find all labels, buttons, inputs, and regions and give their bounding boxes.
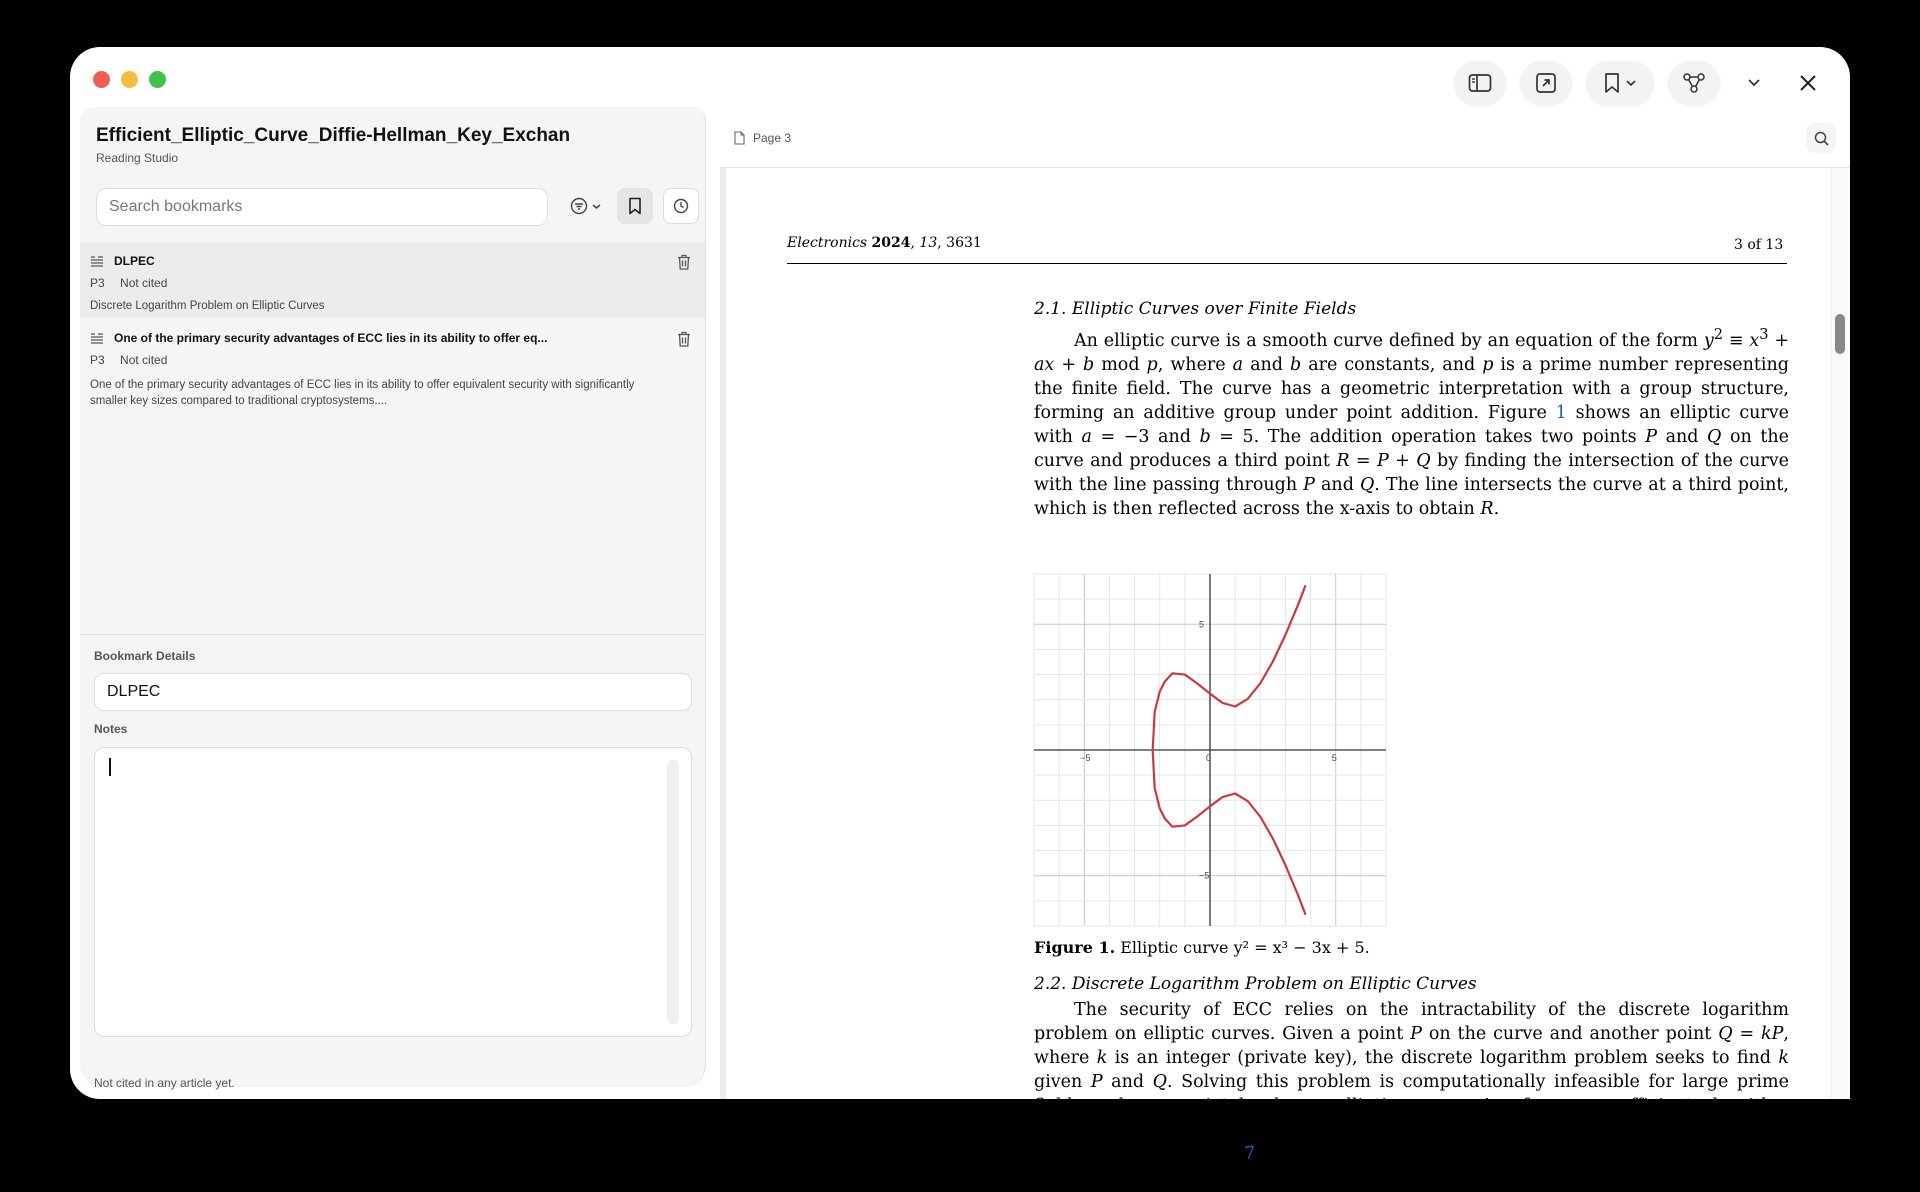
viewer-header bbox=[720, 107, 1850, 168]
document-scrollbar[interactable] bbox=[1831, 168, 1848, 1099]
bookmark-icon bbox=[628, 197, 642, 215]
history-button[interactable] bbox=[663, 188, 699, 224]
open-external-button[interactable] bbox=[1520, 61, 1572, 105]
graph-view-button[interactable] bbox=[1668, 61, 1720, 105]
x-tick-label: −5 bbox=[1080, 753, 1091, 763]
minimize-window-button[interactable] bbox=[121, 71, 138, 88]
window-controls bbox=[93, 71, 166, 88]
toolbar bbox=[1454, 61, 1828, 105]
notes-label: Notes bbox=[94, 722, 128, 736]
chevron-down-icon bbox=[1747, 78, 1761, 88]
outline-icon bbox=[90, 332, 104, 344]
filter-menu-button[interactable] bbox=[564, 188, 607, 224]
bookmark-excerpt: One of the primary security advantages of ECC lies in its ability to offer equivalent security with significantly smaller key sizes compared to traditional cryptosystems.... bbox=[90, 379, 635, 407]
sidebar-tools bbox=[564, 188, 699, 224]
more-menu-button[interactable] bbox=[1734, 61, 1774, 105]
bookmark-meta bbox=[90, 353, 705, 367]
close-icon bbox=[1798, 73, 1818, 93]
sidebar-toggle-icon bbox=[1468, 73, 1492, 93]
page-label: Page 3 bbox=[753, 131, 792, 145]
sidebar-toggle-button[interactable] bbox=[1454, 61, 1506, 105]
bookmark-menu-button[interactable] bbox=[1586, 61, 1654, 105]
search-icon bbox=[1814, 131, 1829, 146]
bookmark-meta bbox=[90, 276, 705, 290]
outline-icon bbox=[90, 255, 104, 267]
bookmark-item[interactable] bbox=[80, 242, 705, 318]
bookmark-icon bbox=[1604, 72, 1620, 94]
scrollbar-thumb[interactable] bbox=[1835, 314, 1845, 354]
figure-caption: Figure 1. Elliptic curve y² = x³ − 3x + 5. bbox=[1034, 938, 1370, 957]
bookmark-status: Not cited bbox=[120, 276, 168, 290]
close-button[interactable] bbox=[1788, 61, 1828, 105]
search-bookmarks-input[interactable] bbox=[96, 188, 548, 226]
app-window bbox=[70, 47, 1850, 1164]
citation-status: Not cited in any article yet. bbox=[94, 1076, 235, 1090]
notes-scrollbar[interactable] bbox=[667, 760, 679, 1024]
bookmark-title: One of the primary security advantages of ECC lies in its ability to offer eq... bbox=[114, 331, 548, 345]
trash-icon[interactable] bbox=[677, 254, 691, 270]
bookmark-name-field[interactable]: DLPEC bbox=[94, 673, 692, 711]
text-caret bbox=[109, 758, 111, 776]
paragraph: The security of ECC relies on the intractability of the discrete logarithm problem on elliptic curves. Given a point P on the curve and another point Q = kP, where k is an integer (private key), the discrete logarithm problem seeks to find k given P and Q. Solving this problem is computationally infeasible for large prime fields and appropriately chosen elliptic curves. As of now, no efficient algorithm exists to compute the discrete logarithm on elliptic curves, making ECC a robust cryptographic scheme [7]. ECC’s reliance on bbox=[1034, 1000, 1789, 1164]
y-tick-label: −5 bbox=[1199, 870, 1210, 881]
bookmarks-tab-button[interactable] bbox=[617, 188, 653, 224]
bookmark-excerpt: Discrete Logarithm Problem on Elliptic Curves bbox=[90, 300, 325, 312]
bookmark-page: P3 bbox=[90, 276, 105, 290]
elliptic-curve-chart bbox=[1034, 574, 1386, 926]
y-tick-label: 5 bbox=[1199, 619, 1205, 630]
details-heading: Bookmark Details bbox=[94, 649, 196, 663]
app-subtitle: Reading Studio bbox=[96, 151, 179, 165]
open-external-icon bbox=[1535, 72, 1557, 94]
clock-icon bbox=[673, 198, 689, 214]
x-tick-label: 0 bbox=[1206, 753, 1212, 763]
zoom-window-button[interactable] bbox=[149, 71, 166, 88]
page-indicator bbox=[734, 131, 791, 145]
header-rule bbox=[787, 263, 1787, 264]
filter-icon bbox=[570, 197, 588, 215]
chevron-down-icon bbox=[1626, 79, 1636, 87]
pdf-page bbox=[720, 168, 1850, 1164]
journal-citation: Electronics 2024, 13, 3631 bbox=[787, 235, 982, 251]
document-title: Efficient_Elliptic_Curve_Diffie-Hellman_Key_Exchan bbox=[96, 125, 571, 146]
search-document-button[interactable] bbox=[1806, 123, 1836, 153]
share-nodes-icon bbox=[1682, 72, 1706, 94]
close-window-button[interactable] bbox=[93, 71, 110, 88]
chevron-down-icon bbox=[592, 203, 601, 210]
notes-textarea[interactable] bbox=[94, 747, 692, 1037]
page-icon bbox=[734, 131, 745, 145]
section-heading: 2.1. Elliptic Curves over Finite Fields bbox=[1034, 299, 1357, 319]
section-heading: 2.2. Discrete Logarithm Problem on Elliptic Curves bbox=[1034, 974, 1477, 994]
bookmark-status: Not cited bbox=[120, 353, 168, 367]
paragraph: An elliptic curve is a smooth curve defined by an equation of the form $y^2 \equiv x^3$ + ax + b mod p, where a and b are constants, and p is a prime number representing the finite field. The curve has a geometric interpretation with a group structure, forming an additive group under point addition. Figure 1 shows an elliptic curve with a = −3 and b = 5. The addition operation takes two points P and Q on the curve and produces a third point R = P + Q by finding the intersection of the curve with the line passing through P and Q. The line intersects the curve at a third point, which is then reflected across the x-axis to obtain R. bbox=[1034, 326, 1790, 519]
bookmarks-sidebar bbox=[80, 107, 706, 1090]
trash-icon[interactable] bbox=[677, 331, 691, 347]
bookmark-page: P3 bbox=[90, 353, 105, 367]
x-tick-label: 5 bbox=[1331, 753, 1337, 763]
bookmark-details-panel bbox=[80, 634, 705, 1088]
page-number: 3 of 13 bbox=[1734, 237, 1784, 253]
bookmark-title: DLPEC bbox=[114, 254, 155, 268]
bookmark-item[interactable] bbox=[80, 318, 705, 409]
